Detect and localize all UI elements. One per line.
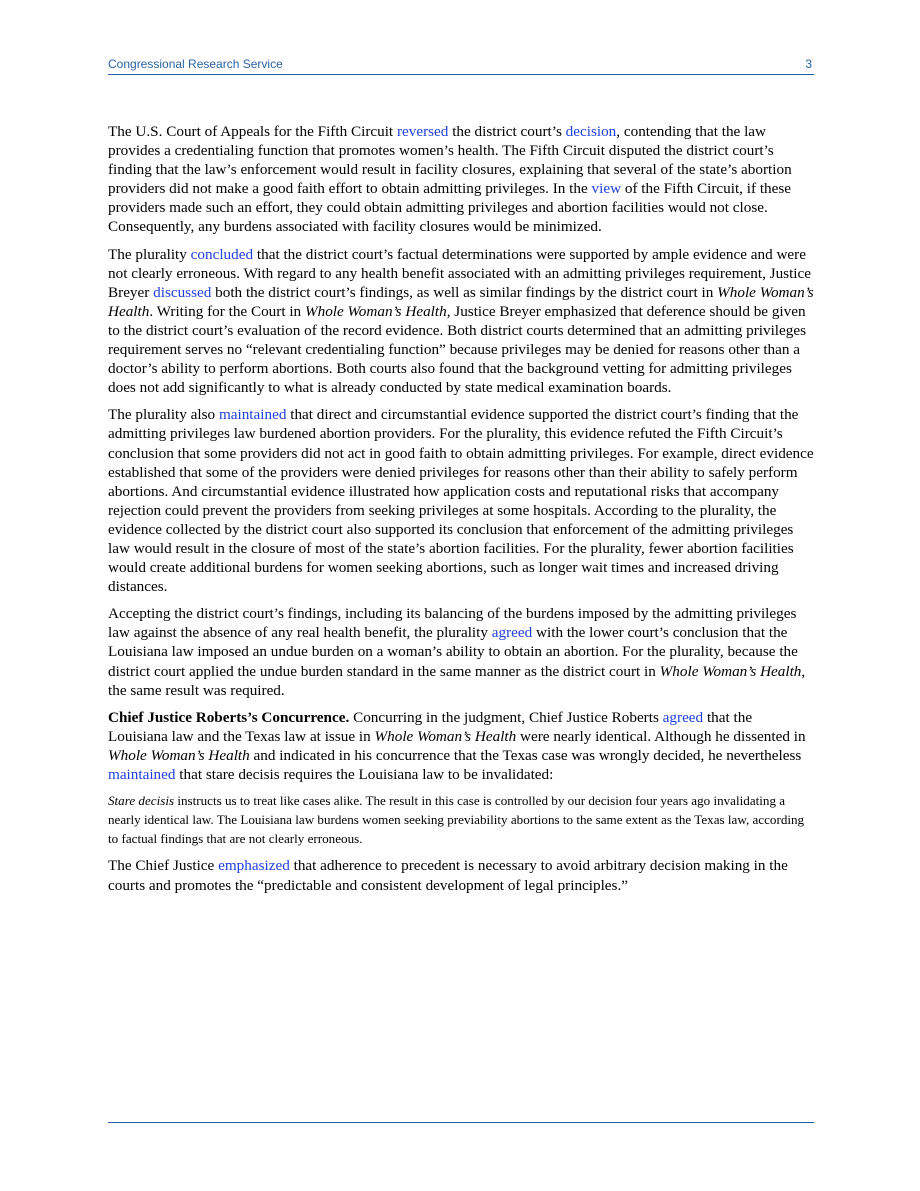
text-run: and indicated in his concurrence that the Texas case was wrongly decided, he nevertheless [249, 746, 802, 764]
case-name: Whole Woman’s Health [304, 302, 447, 320]
document-body [108, 122, 814, 903]
text-run: with the lower court’s conclusion that the Louisiana law imposed an undue burden on a woman’s ability to obtain an abortion. For the plurality, because the district court applied the undue burden standard in the same manner as the district court in [108, 624, 798, 680]
text-run: The plurality [108, 245, 191, 263]
page-header [108, 56, 814, 75]
paragraph-accepting-findings [108, 604, 814, 699]
section-heading: Chief Justice Roberts’s Concurrence. [108, 708, 350, 726]
text-run: The U.S. Court of Appeals for the Fifth Circuit [108, 123, 397, 140]
text-run: . Writing for the Court in [149, 302, 305, 320]
text-run: The Chief Justice [108, 857, 219, 875]
link-decision[interactable]: decision [565, 123, 617, 140]
text-run: instructs us to treat like cases alike. The result in this case is controlled by our decision four years ago invalidating a nearly identical law. The Louisiana law burdens women seeking previability abortions to the same extent as the Texas law, according to factual findings that are not clearly erroneous. [108, 793, 805, 846]
link-emphasized[interactable]: emphasized [218, 857, 290, 875]
text-run: both the district court’s findings, as well as similar findings by the district court in [211, 283, 718, 301]
text-run: that the Louisiana law and the Texas law at issue in [108, 708, 753, 745]
paragraph-plurality-concluded [108, 245, 814, 398]
block-quote [108, 792, 814, 848]
text-run: Concurring in the judgment, Chief Justice Roberts [349, 708, 663, 726]
link-maintained-roberts[interactable]: maintained [108, 766, 176, 783]
link-view[interactable]: view [591, 180, 622, 198]
text-run: , contending that the law provides a credentialing function that promotes women’s health. The Fifth Circuit disputed the district court’s finding that the law’s enforcement would result in facility closures, explaining that several of the state’s abortion providers did not make a good faith effort to obtain admitting privileges. In the [108, 123, 792, 198]
text-run: the district court’s [448, 123, 566, 140]
text-run: that adherence to precedent is necessary to avoid arbitrary decision making in the courts and promotes the “predictable and consistent development of legal principles.” [108, 857, 788, 894]
link-agreed-roberts[interactable]: agreed [662, 708, 704, 726]
text-run: that stare decisis requires the Louisiana law to be invalidated: [175, 766, 554, 783]
link-concluded[interactable]: concluded [190, 245, 254, 263]
page-number: 3 [805, 57, 812, 71]
text-run: were nearly identical. Although he dissented in [516, 727, 806, 745]
text-run: that direct and circumstantial evidence supported the district court’s finding that the admitting privileges law burdened abortion providers. For the plurality, this evidence refuted the Fifth Circuit’s conclusion that some providers did not act in good faith to obtain admitting privileges. For example, direct evidence established that some of the providers were denied privileges for reasons other than their ability to safely perform abortions. And circumstantial evidence illustrated how application costs and reputational risks that accompany rejection could prevent the providers from seeking privileges at some hospitals. According to the plurality, the evidence collected by the district court also supported its conclusion that enforcement of the admitting privileges law would result in the closure of most of the state’s abortion facilities. For the plurality, fewer abortion facilities would create additional burdens for women seeking abortions, such as longer wait times and increased driving distances. [108, 406, 814, 596]
organization-name: Congressional Research Service [108, 57, 283, 71]
paragraph-plurality-maintained [108, 405, 814, 596]
paragraph-fifth-circuit [108, 122, 814, 237]
link-maintained[interactable]: maintained [218, 406, 287, 424]
link-discussed[interactable]: discussed [153, 283, 212, 301]
text-run: The plurality also [108, 406, 219, 424]
paragraph-roberts-concurrence [108, 708, 814, 784]
case-name: Whole Woman’s Health [659, 662, 802, 680]
text-run: , Justice Breyer emphasized that deference should be given to the district court’s evaluation of the record evidence. Both district courts determined that an admitting privileges requirement serves no “relevant credentialing function” because privileges may be denied for reasons other than a doctor’s ability to perform abortions. Both courts also found that the background vetting for admitting privileges does not add significantly to what is already conducted by state medical examination boards. [108, 302, 807, 397]
case-name: Whole Woman’s Health [374, 727, 517, 745]
case-name: Whole Woman’s Health [108, 746, 250, 764]
link-reversed[interactable]: reversed [396, 123, 449, 140]
text-run: , the same result was required. [108, 662, 806, 699]
case-name: Whole Woman’s Health [108, 283, 814, 320]
link-agreed[interactable]: agreed [491, 624, 533, 642]
text-run: of the Fifth Circuit, if these providers made such an effort, they could obtain admitting privileges and abortion facilities would not close. Consequently, any burdens associated with facility closures would be minimized. [108, 180, 792, 236]
text-run: that the district court’s factual determinations were supported by ample evidence and were not clearly erroneous. With regard to any health benefit associated with an admitting privileges requirement, Justice Breyer [108, 245, 811, 301]
paragraph-chief-justice-emphasized [108, 856, 814, 894]
text-run: Accepting the district court’s findings, including its balancing of the burdens imposed by the admitting privileges law against the absence of any real health benefit, the plurality [108, 605, 797, 642]
footer-divider [108, 1122, 814, 1123]
quote-term: Stare decisis [108, 793, 175, 809]
